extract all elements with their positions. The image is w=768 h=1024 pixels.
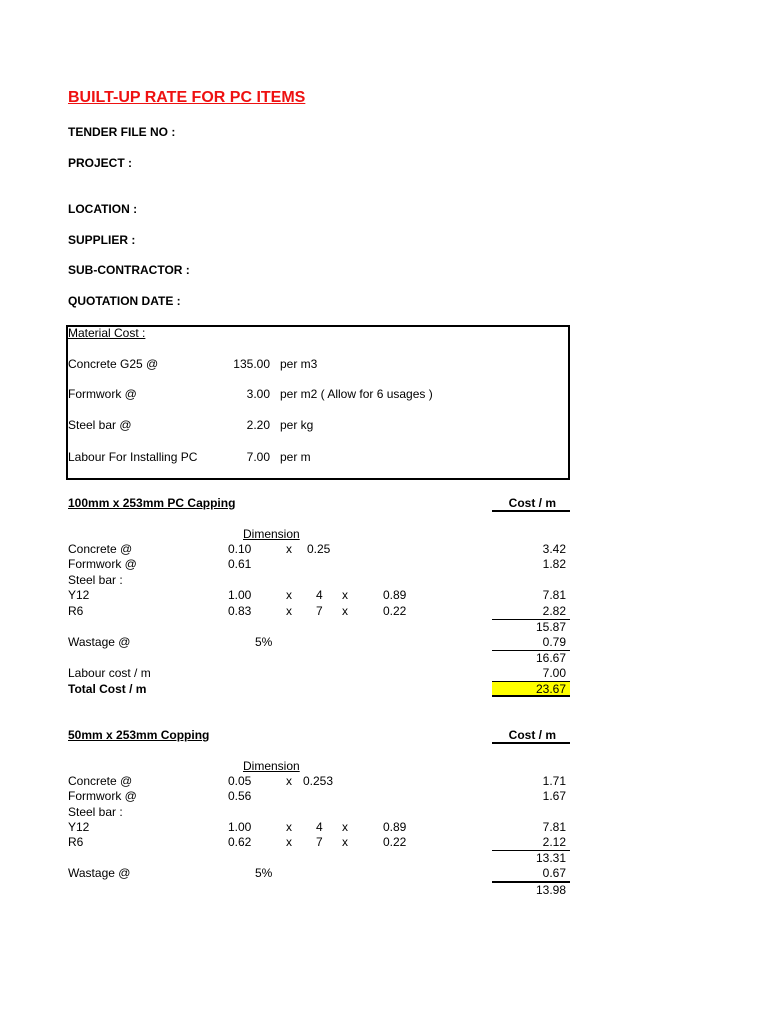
s1-subtotal2: 16.67 [535, 651, 566, 665]
s1-y12-x2: x [342, 588, 348, 602]
s2-y12-n: 4 [316, 820, 323, 834]
material-label-labour: Labour For Installing PC [68, 450, 198, 464]
material-rate-formwork: 3.00 [246, 387, 270, 401]
s2-wastage-pct: 5% [255, 866, 273, 880]
s2-r6-cost: 2.12 [542, 835, 566, 849]
section2-title: 50mm x 253mm Copping [68, 728, 210, 742]
s2-formwork-label: Formwork @ [68, 789, 137, 803]
s2-wastage-cost: 0.67 [542, 866, 566, 880]
s2-y12-x2: x [342, 820, 348, 834]
s2-r6-w: 0.22 [383, 835, 407, 849]
s2-concrete-x: x [286, 774, 292, 788]
material-rate-concrete: 135.00 [233, 357, 270, 371]
s1-y12-w: 0.89 [383, 588, 407, 602]
s2-y12-w: 0.89 [383, 820, 407, 834]
s2-y12-x1: x [286, 820, 292, 834]
s2-concrete-label: Concrete @ [68, 774, 133, 788]
s1-y12-cost: 7.81 [542, 588, 566, 602]
s1-labour-cost: 7.00 [542, 666, 566, 680]
s2-r6-n: 7 [316, 835, 323, 849]
s1-concrete-d1: 0.10 [228, 542, 252, 556]
s1-wastage-label: Wastage @ [68, 635, 131, 649]
s2-y12-d1: 1.00 [228, 820, 252, 834]
s1-r6-label: R6 [68, 604, 84, 618]
section2-dimension: Dimension [243, 759, 300, 773]
s1-wastage-cost: 0.79 [542, 635, 566, 649]
s1-r6-x1: x [286, 604, 292, 618]
s1-y12-label: Y12 [68, 588, 90, 602]
s2-r6-x2: x [342, 835, 348, 849]
s2-subtotal1: 13.31 [535, 851, 566, 865]
s2-r6-x1: x [286, 835, 292, 849]
material-unit-steel: per kg [280, 418, 314, 432]
material-rate-labour: 7.00 [246, 450, 270, 464]
s1-concrete-d2: 0.25 [307, 542, 331, 556]
s1-y12-d1: 1.00 [228, 588, 252, 602]
section1-dimension: Dimension [243, 527, 300, 541]
s1-concrete-x: x [286, 542, 292, 556]
s1-r6-d1: 0.83 [228, 604, 252, 618]
section1-title: 100mm x 253mm PC Capping [68, 496, 236, 510]
quotation-date-label: QUOTATION DATE : [68, 294, 181, 308]
section2-header-rule [492, 742, 570, 744]
s2-concrete-d1: 0.05 [228, 774, 252, 788]
s1-r6-w: 0.22 [383, 604, 407, 618]
s1-formwork-cost: 1.82 [542, 557, 566, 571]
s1-formwork-d1: 0.61 [228, 557, 252, 571]
material-rate-steel: 2.20 [246, 418, 270, 432]
s1-formwork-label: Formwork @ [68, 557, 137, 571]
s1-wastage-pct: 5% [255, 635, 273, 649]
s1-total-label: Total Cost / m [68, 682, 147, 696]
s2-r6-label: R6 [68, 835, 84, 849]
s2-subtotal2: 13.98 [535, 883, 566, 897]
s2-formwork-cost: 1.67 [542, 789, 566, 803]
material-label-formwork: Formwork @ [68, 387, 137, 401]
material-label-steel: Steel bar @ [68, 418, 132, 432]
s1-total-cost: 23.67 [535, 682, 566, 696]
s1-labour-label: Labour cost / m [68, 666, 151, 680]
s2-formwork-d1: 0.56 [228, 789, 252, 803]
material-unit-formwork: per m2 ( Allow for 6 usages ) [280, 387, 433, 401]
s1-subtotal1: 15.87 [535, 620, 566, 634]
s2-concrete-cost: 1.71 [542, 774, 566, 788]
subcontractor-label: SUB-CONTRACTOR : [68, 263, 190, 277]
s1-r6-x2: x [342, 604, 348, 618]
project-label: PROJECT : [68, 156, 133, 170]
s2-y12-cost: 7.81 [542, 820, 566, 834]
material-unit-concrete: per m3 [280, 357, 318, 371]
s1-concrete-cost: 3.42 [542, 542, 566, 556]
s1-r6-n: 7 [316, 604, 323, 618]
s2-wastage-label: Wastage @ [68, 866, 131, 880]
s2-y12-label: Y12 [68, 820, 90, 834]
page-title: BUILT-UP RATE FOR PC ITEMS [68, 89, 306, 106]
s1-steel-label: Steel bar : [68, 573, 123, 587]
tender-file-label: TENDER FILE NO : [68, 125, 176, 139]
s2-r6-d1: 0.62 [228, 835, 252, 849]
section2-cost-header: Cost / m [508, 728, 556, 742]
s1-total-double-rule [492, 695, 570, 697]
s1-concrete-label: Concrete @ [68, 542, 133, 556]
supplier-label: SUPPLIER : [68, 233, 136, 247]
s1-r6-cost: 2.82 [542, 604, 566, 618]
s2-steel-label: Steel bar : [68, 805, 123, 819]
section1-header-rule [492, 510, 570, 512]
s2-concrete-d2: 0.253 [303, 774, 334, 788]
location-label: LOCATION : [68, 202, 138, 216]
material-cost-heading: Material Cost : [68, 326, 146, 340]
section1-cost-header: Cost / m [508, 496, 556, 510]
s1-y12-x1: x [286, 588, 292, 602]
s1-y12-n: 4 [316, 588, 323, 602]
material-unit-labour: per m [280, 450, 311, 464]
material-label-concrete: Concrete G25 @ [68, 357, 159, 371]
